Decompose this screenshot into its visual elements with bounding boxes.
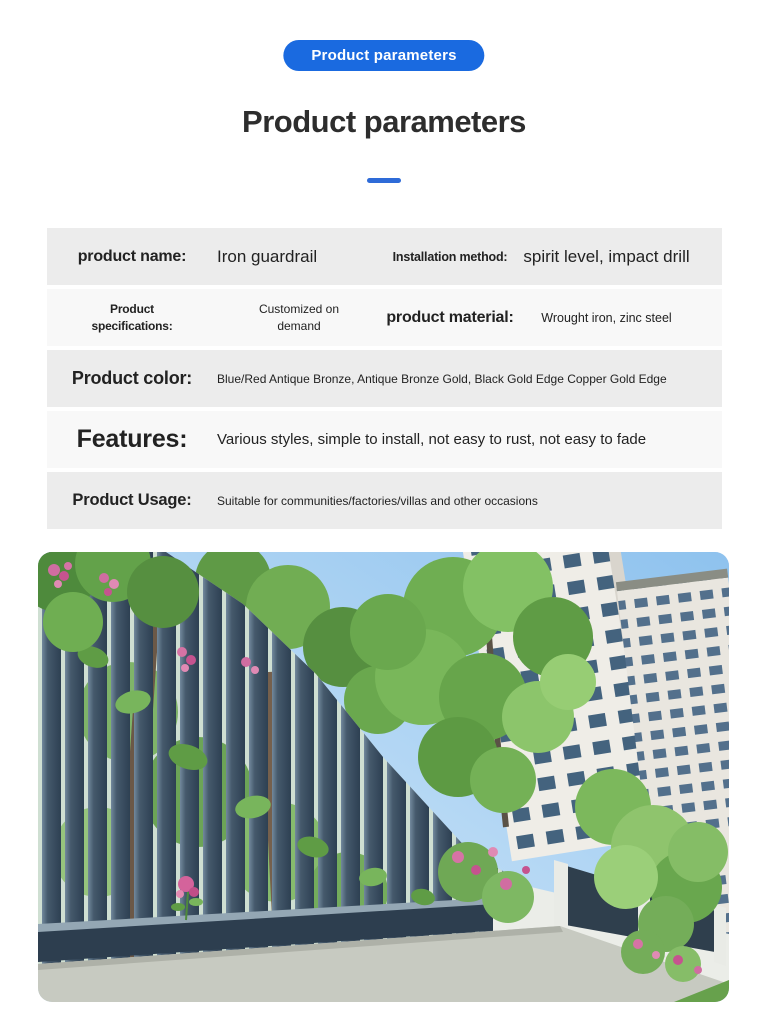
product-parameters-badge[interactable]: Product parameters bbox=[283, 40, 484, 71]
cell-value: Various styles, simple to install, not easy to rust, not easy to fade bbox=[217, 431, 647, 448]
table-row bbox=[47, 289, 722, 346]
spec-table bbox=[47, 228, 722, 529]
table-row bbox=[47, 228, 722, 285]
cell-value: Suitable for communities/factories/villas and other occasions bbox=[217, 493, 538, 508]
cell-value: Wrought iron, zinc steel bbox=[541, 310, 672, 325]
cell-value: Blue/Red Antique Bronze, Antique Bronze Gold, Black Gold Edge Copper Gold Edge bbox=[217, 371, 667, 386]
cell-value: Customized on demand bbox=[258, 301, 340, 333]
page-title: Product parameters bbox=[242, 104, 526, 139]
cell-label: Product Usage: bbox=[72, 491, 192, 509]
cell-label: product material: bbox=[386, 308, 514, 326]
table-row bbox=[47, 472, 722, 529]
cell-label: product name: bbox=[77, 247, 187, 265]
table-row bbox=[47, 350, 722, 407]
guardrail-photo-illustration bbox=[38, 552, 729, 1002]
cell-label: Product color: bbox=[71, 368, 193, 388]
cell-value: spirit level, impact drill bbox=[523, 246, 690, 266]
cell-label: Installation method: bbox=[392, 249, 508, 264]
cell-value: Iron guardrail bbox=[217, 246, 318, 266]
table-row bbox=[47, 411, 722, 468]
cell-label: Product specifications: bbox=[91, 301, 173, 333]
product-photo bbox=[38, 552, 729, 1002]
title-underline bbox=[367, 178, 401, 183]
cell-label: Features: bbox=[76, 425, 188, 453]
